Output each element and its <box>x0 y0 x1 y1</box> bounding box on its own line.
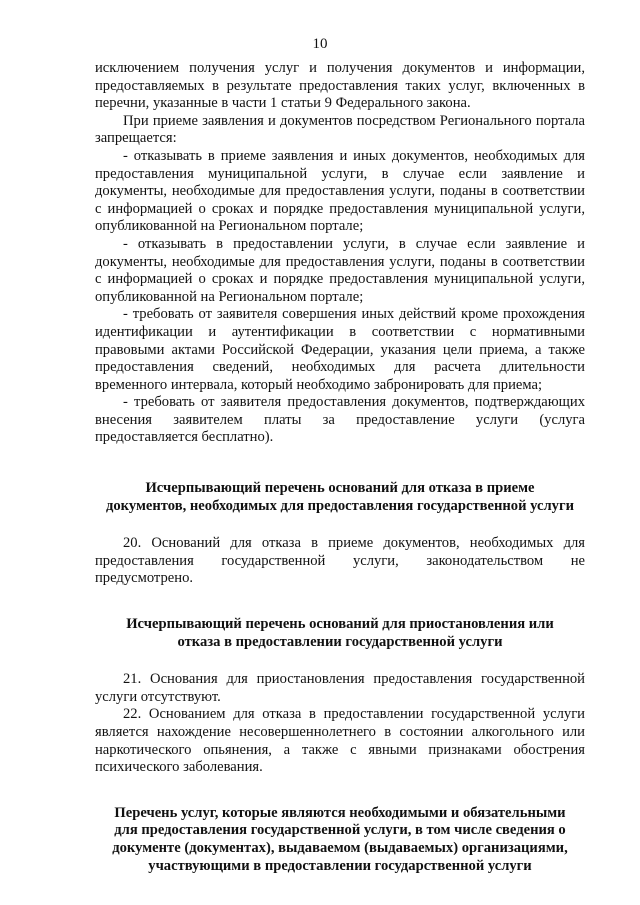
paragraph-22: 22. Основанием для отказа в предоставлении государственной услуги является нахождение несовершеннолетнего в состоянии алкогольного или наркотического опьянения, а также с явными признаками обострения психического заболевания. <box>95 706 585 776</box>
list-item-prohibition: - требовать от заявителя предоставления документов, подтверждающих внесения заявителем платы за предоставление услуги (услуга предоставляется бесплатно). <box>95 394 585 446</box>
heading-line: участвующими в предоставлении государственной услуги <box>148 857 532 874</box>
section-heading-refusal-acceptance <box>95 480 585 515</box>
list-item-prohibition: - отказывать в предоставлении услуги, в случае если заявление и документы, необходимые для предоставления услуги, поданы в соответствии с информацией о сроках и порядке предоставления муниципальной услуги, опубликованной на Региональном портале; <box>95 235 585 305</box>
paragraph-20: 20. Оснований для отказа в приеме документов, необходимых для предоставления государственной услуги, законодательством не предусмотрено. <box>95 535 585 587</box>
paragraph-21: 21. Основания для приостановления предоставления государственной услуги отсутствуют. <box>95 671 585 705</box>
paragraph-portal-prohibitions: При приеме заявления и документов посредством Регионального портала запрещается: <box>95 112 585 147</box>
list-item-prohibition: - отказывать в приеме заявления и иных документов, необходимых для предоставления муниципальной услуги, в случае если заявление и документы, необходимые для предоставления услуги, поданы в соответствии с информацией о сроках и порядке предоставления муниципальной услуги, опубликованной на Региональном портале; <box>95 147 585 235</box>
section-heading-suspension-refusal <box>95 616 585 651</box>
heading-line: отказа в предоставлении государственной услуги <box>177 633 503 650</box>
heading-line: для предоставления государственной услуги, в том числе сведения о <box>114 822 566 839</box>
page-number: 10 <box>312 36 328 52</box>
paragraph-continuation: исключением получения услуг и получения документов и информации, предоставляемых в результате предоставления таких услуг, включенных в перечни, указанные в части 1 статьи 9 Федерального закона. <box>95 60 585 112</box>
document-body <box>95 60 585 875</box>
heading-line: Исчерпывающий перечень оснований для приостановления или <box>126 616 554 633</box>
list-item-prohibition: - требовать от заявителя совершения иных действий кроме прохождения идентификации и аутентификации в соответствии с нормативными правовыми актами Российской Федерации, указания цели приема, а также предоставления сведений, необходимых для расчета длительности временного интервала, который необходимо забронировать для приема; <box>95 306 585 393</box>
section-heading-required-services <box>95 805 585 875</box>
heading-line: Перечень услуг, которые являются необходимыми и обязательными <box>114 804 566 821</box>
heading-line: документе (документах), выдаваемом (выдаваемых) организациями, <box>112 839 568 856</box>
heading-line: документов, необходимых для предоставления государственной услуги <box>106 497 574 514</box>
heading-line: Исчерпывающий перечень оснований для отказа в приеме <box>145 480 535 497</box>
